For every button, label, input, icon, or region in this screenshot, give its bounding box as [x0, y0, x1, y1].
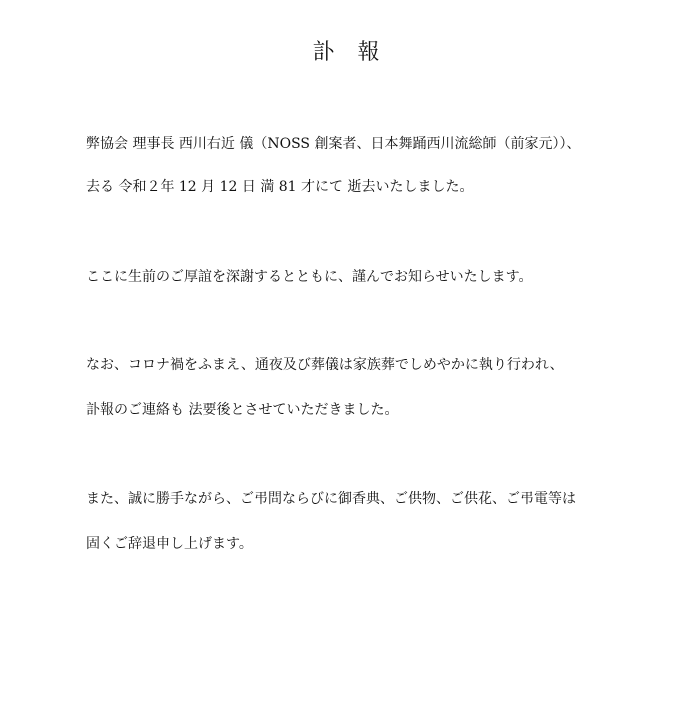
text-line: ここに生前のご厚誼を深謝するとともに、謹んでお知らせいたします。	[86, 269, 533, 285]
text-line: 固くご辞退申し上げます。	[86, 536, 253, 552]
text-line: 去る 令和２年 12 月 12 日 満 81 才にて 逝去いたしました。	[86, 179, 474, 195]
notice-title: 訃 報	[312, 40, 388, 65]
text-line: 訃報のご連絡も 法要後とさせていただきました。	[86, 402, 399, 418]
text-line: また、誠に勝手ながら、ご弔問ならびに御香典、ご供物、ご供花、ご弔電等は	[86, 491, 576, 507]
text-line: 弊協会 理事長 西川右近 儀（NOSS 創案者、日本舞踊西川流総師（前家元））、	[86, 136, 581, 152]
text-line: なお、コロナ禍をふまえ、通夜及び葬儀は家族葬でしめやかに執り行われ、	[86, 357, 564, 373]
